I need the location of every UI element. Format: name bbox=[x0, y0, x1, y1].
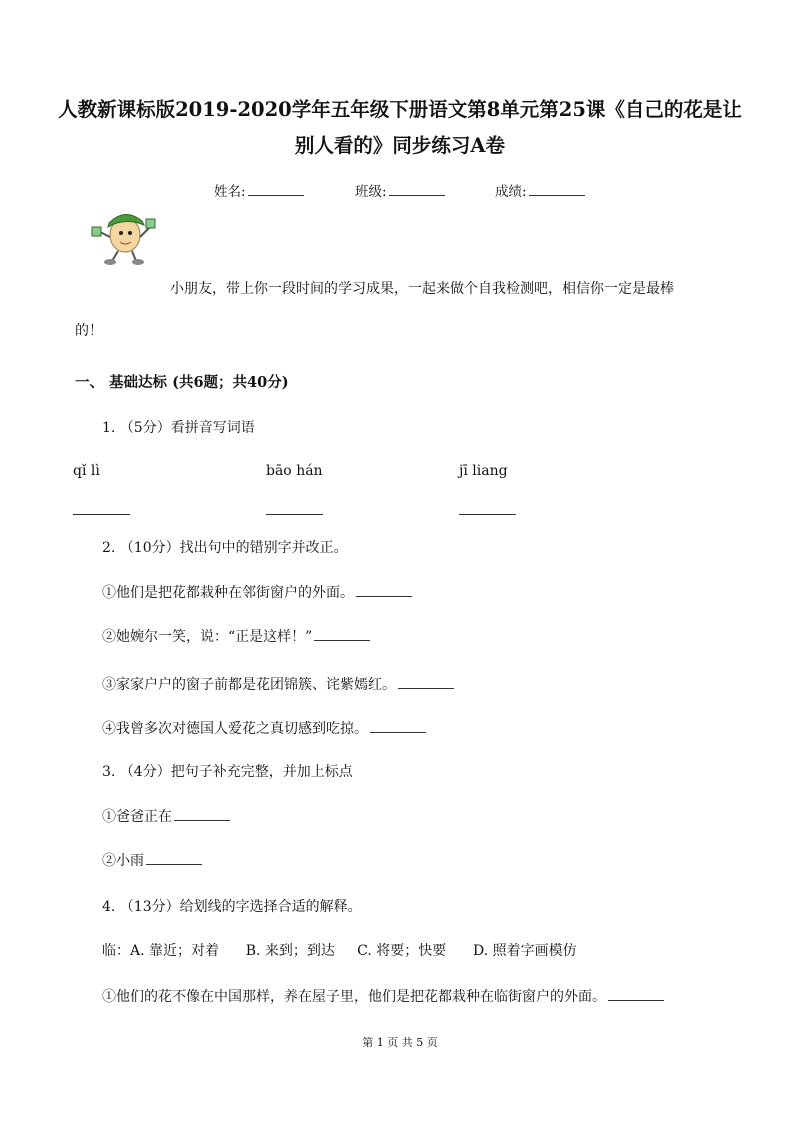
q3-blank-2[interactable] bbox=[146, 863, 202, 865]
q4-title: 4. （13分）给划线的字选择合适的解释。 bbox=[102, 899, 362, 915]
intro-line-1: 小朋友，带上你一段时间的学习成果，一起来做个自我检测吧，相信你一定是最棒 bbox=[170, 281, 674, 297]
mascot-illustration bbox=[90, 205, 160, 267]
pinyin-1: qǐ lì bbox=[73, 463, 100, 479]
q2-title: 2. （10分）找出句中的错别字并改正。 bbox=[102, 540, 348, 556]
name-blank[interactable] bbox=[248, 194, 304, 196]
q2-blank-1[interactable] bbox=[356, 595, 412, 597]
score-field[interactable] bbox=[495, 186, 585, 200]
class-label: 班级: bbox=[355, 184, 387, 200]
q1-title: 1. （5分）看拼音写词语 bbox=[102, 420, 255, 436]
q4-item-1: ①他们的花不像在中国那样，养在屋子里，他们是把花都栽种在临街窗户的外面。 bbox=[102, 990, 664, 1004]
pinyin-2: bāo hán bbox=[266, 463, 323, 479]
q2-item-4: ④我曾多次对德国人爱花之真切感到吃掠。 bbox=[102, 722, 426, 736]
pinyin-3: jī liang bbox=[459, 463, 508, 479]
q4-options: 临：A. 靠近；对着 B. 来到；到达 C. 将要；快要 D. 照着字画模仿 bbox=[102, 943, 577, 959]
name-label: 姓名: bbox=[214, 184, 246, 200]
q3-title: 3. （4分）把句子补充完整，并加上标点 bbox=[102, 764, 353, 780]
answer-blank-3[interactable] bbox=[459, 514, 516, 515]
q4-blank-1[interactable] bbox=[608, 999, 664, 1001]
title-line-1: 人教新课标版2019-2020学年五年级下册语文第8单元第25课《自己的花是让 bbox=[58, 98, 742, 121]
q2-blank-4[interactable] bbox=[370, 731, 426, 733]
q3-item-2: ②小雨 bbox=[102, 854, 202, 868]
title-line-2: 别人看的》同步练习A卷 bbox=[294, 134, 506, 157]
page-footer: 第 1 页 共 5 页 bbox=[362, 1036, 438, 1049]
q2-blank-2[interactable] bbox=[314, 639, 370, 641]
q2-item-2: ②她婉尔一笑，说：“正是这样！” bbox=[102, 630, 370, 644]
q3-blank-1[interactable] bbox=[174, 819, 230, 821]
name-field[interactable] bbox=[214, 186, 304, 200]
q2-blank-3[interactable] bbox=[398, 687, 454, 689]
q3-item-1: ①爸爸正在 bbox=[102, 810, 230, 824]
q2-item-3: ③家家户户的窗子前都是花团锦簇、诧紫嫣红。 bbox=[102, 678, 454, 692]
section-heading: 一、 基础达标 (共6题；共40分) bbox=[75, 374, 289, 391]
answer-blank-2[interactable] bbox=[266, 514, 323, 515]
intro-line-2: 的！ bbox=[75, 323, 103, 339]
q2-item-1: ①他们是把花都栽种在邻街窗户的外面。 bbox=[102, 586, 412, 600]
class-field[interactable] bbox=[355, 186, 445, 200]
answer-blank-1[interactable] bbox=[73, 514, 130, 515]
class-blank[interactable] bbox=[389, 194, 445, 196]
score-label: 成绩: bbox=[495, 184, 527, 200]
score-blank[interactable] bbox=[529, 194, 585, 196]
